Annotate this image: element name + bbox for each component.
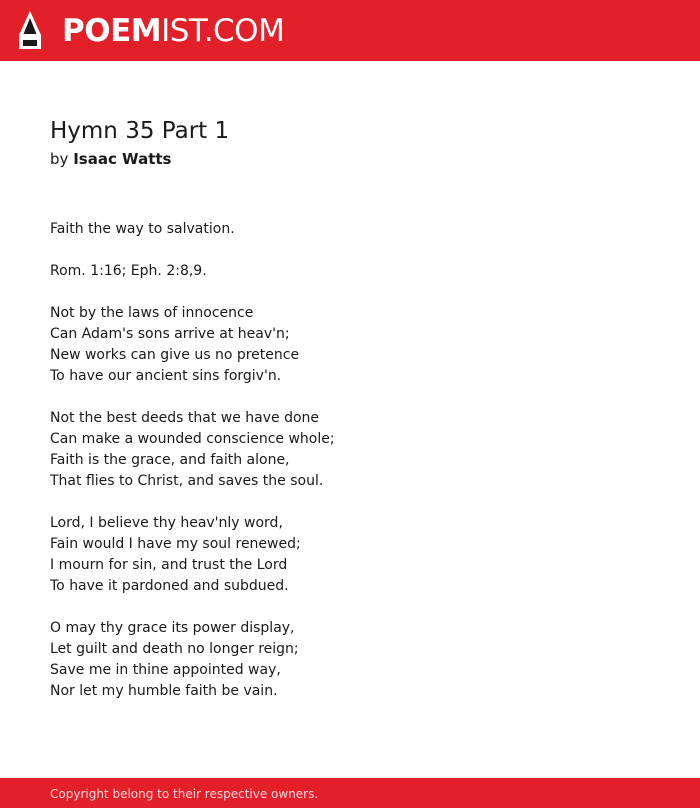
poem-line: Not by the laws of innocence [50,305,254,321]
copyright-notice: Copyright belong to their respective owners. [50,787,319,801]
poem-line: Not the best deeds that we have done [50,410,320,426]
poem-line: Can make a wounded conscience whole; [50,431,335,447]
stanza [50,408,670,492]
poem-line: To have it pardoned and subdued. [50,578,289,594]
site-logo-link[interactable] [62,13,284,49]
poem-line: Rom. 1:16; Eph. 2:8,9. [50,263,207,279]
poem-byline [50,149,171,169]
stanza-reference [50,261,670,282]
author-name: Isaac Watts [73,150,172,168]
stanza [50,618,670,702]
poem-line: Let guilt and death no longer reign; [50,641,299,657]
site-header [0,0,700,61]
poem-line: I mourn for sin, and trust the Lord [50,557,288,573]
stanza-subtitle [50,219,670,240]
poem-title: Hymn 35 Part 1 [50,118,230,144]
stanza [50,303,670,387]
site-footer [0,778,700,808]
poem-line: That flies to Christ, and saves the soul. [50,473,324,489]
poem-line: O may thy grace its power display, [50,620,295,636]
brand-light-text: IST.COM [161,13,285,49]
by-label: by [50,150,69,168]
pencil-tip-icon[interactable] [16,9,44,51]
poem-line: Save me in thine appointed way, [50,662,281,678]
poem-line: Nor let my humble faith be vain. [50,683,278,699]
poem-body [50,219,670,723]
poem-line: To have our ancient sins forgiv'n. [50,368,282,384]
poem-line: Can Adam's sons arrive at heav'n; [50,326,290,342]
poem-line: Fain would I have my soul renewed; [50,536,301,552]
stanza [50,513,670,597]
poem-line: Faith the way to salvation. [50,221,235,237]
poem-line: Lord, I believe thy heav'nly word, [50,515,283,531]
poem-line: New works can give us no pretence [50,347,300,363]
brand-bold-text: POEM [62,13,162,49]
poem-line: Faith is the grace, and faith alone, [50,452,290,468]
